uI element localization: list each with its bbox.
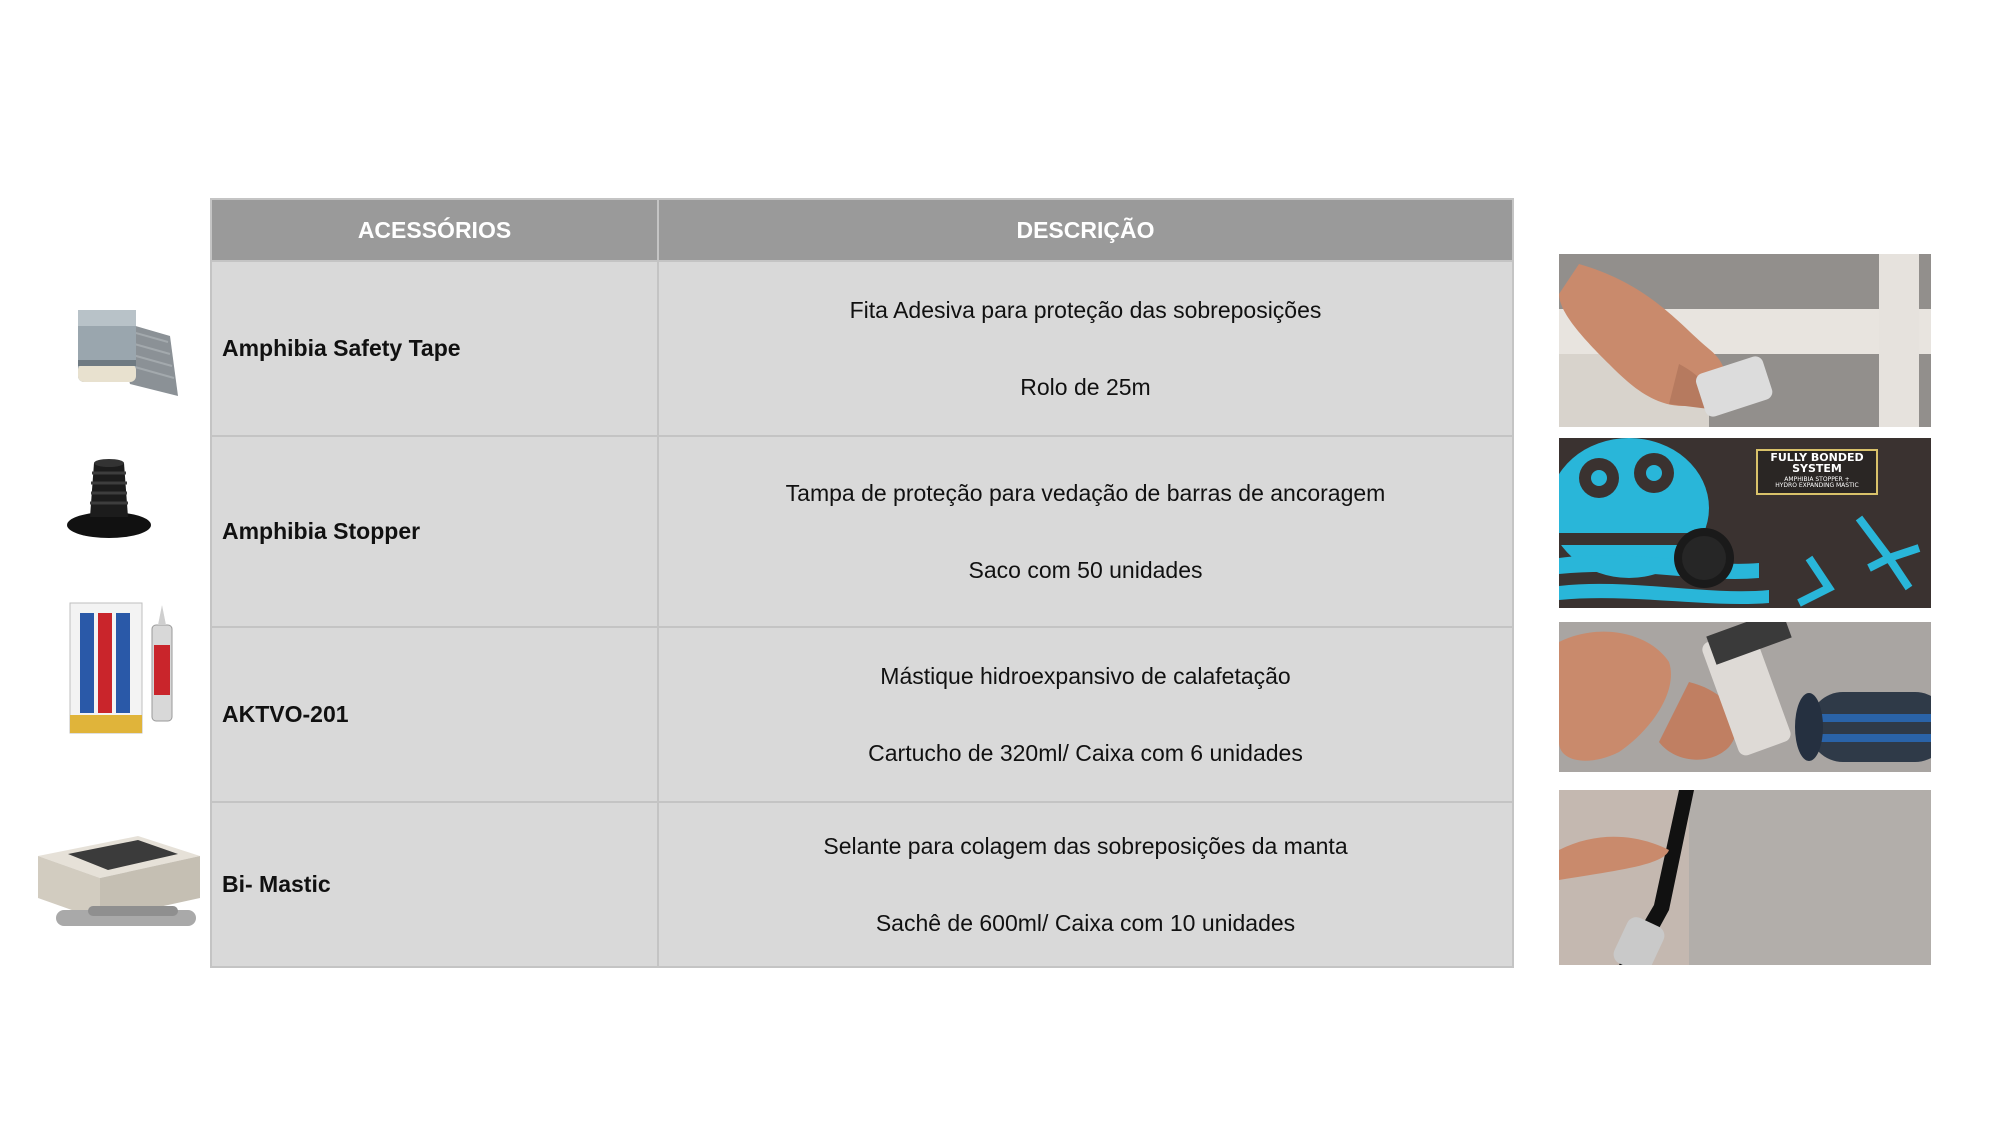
product-name: Bi- Mastic bbox=[211, 802, 658, 967]
product-description bbox=[658, 436, 1513, 627]
packaging-line: Rolo de 25m bbox=[1020, 373, 1151, 400]
product-description bbox=[658, 627, 1513, 802]
banner-line: FULLY BONDED bbox=[1770, 451, 1864, 464]
table-header-row bbox=[211, 199, 1513, 261]
header-description: DESCRIÇÃO bbox=[658, 199, 1513, 261]
product-name: Amphibia Stopper bbox=[211, 436, 658, 627]
stopper-cap-icon bbox=[64, 455, 154, 540]
table-row bbox=[211, 436, 1513, 627]
tape-roll-icon bbox=[70, 298, 180, 410]
description-line: Mástique hidroexpansivo de calafetação bbox=[880, 662, 1291, 689]
sealant-application-photo bbox=[1559, 790, 1931, 965]
table-row bbox=[211, 802, 1513, 967]
table-row bbox=[211, 627, 1513, 802]
product-name: Amphibia Safety Tape bbox=[211, 261, 658, 436]
stopper-on-membrane-photo bbox=[1559, 438, 1931, 608]
product-description bbox=[658, 802, 1513, 967]
banner-line: HYDRO EXPANDING MASTIC bbox=[1775, 482, 1859, 489]
description-line: Fita Adesiva para proteção das sobreposições bbox=[849, 296, 1322, 323]
header-accessories: ACESSÓRIOS bbox=[211, 199, 658, 261]
packaging-line: Sachê de 600ml/ Caixa com 10 unidades bbox=[875, 909, 1296, 936]
description-line: Selante para colagem das sobreposições da manta bbox=[823, 832, 1348, 859]
product-description bbox=[658, 261, 1513, 436]
accessories-table bbox=[210, 198, 1514, 968]
packaging-line: Saco com 50 unidades bbox=[968, 556, 1203, 583]
banner-line: SYSTEM bbox=[1792, 462, 1842, 475]
product-name: AKTVO-201 bbox=[211, 627, 658, 802]
packaging-line: Cartucho de 320ml/ Caixa com 6 unidades bbox=[868, 739, 1303, 766]
banner-line: AMPHIBIA STOPPER + bbox=[1784, 476, 1850, 483]
mastic-box-icon bbox=[66, 595, 181, 740]
mastic-application-photo bbox=[1559, 622, 1931, 772]
sealant-kit-icon bbox=[28, 828, 208, 938]
description-line: Tampa de proteção para vedação de barras de ancoragem bbox=[785, 479, 1386, 506]
tape-application-photo bbox=[1559, 254, 1931, 427]
table-row bbox=[211, 261, 1513, 436]
